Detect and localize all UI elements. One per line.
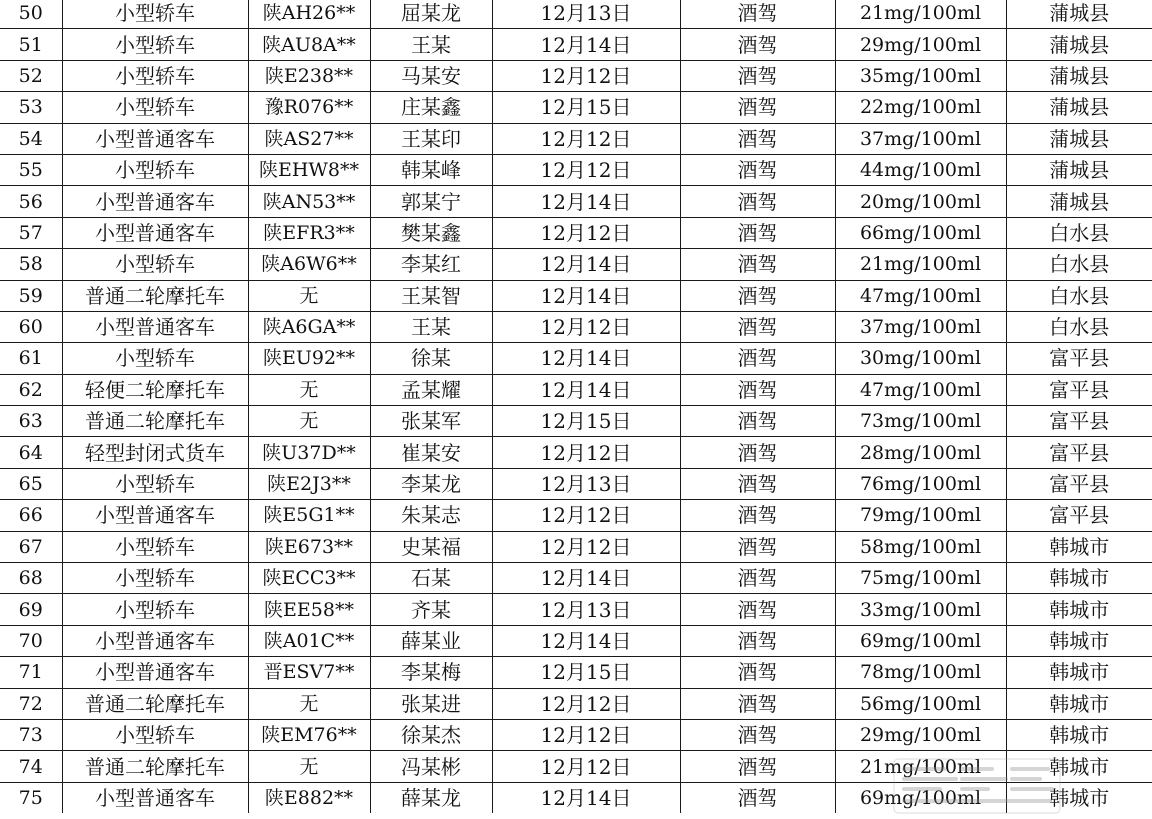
driver-name-cell: 马某安 [370, 60, 492, 91]
vehicle-type-cell: 小型轿车 [62, 531, 248, 562]
plate-number-cell: 陕A01C** [248, 625, 370, 656]
vehicle-type-cell: 小型轿车 [62, 343, 248, 374]
plate-number-cell: 无 [248, 280, 370, 311]
plate-number-cell: 陕E882** [248, 782, 370, 813]
county-cell: 韩城市 [1006, 751, 1152, 782]
driver-name-cell: 薛某业 [370, 625, 492, 656]
violation-date-cell: 12月15日 [492, 92, 680, 123]
plate-number-cell: 陕A6W6** [248, 249, 370, 280]
driver-name-cell: 李某龙 [370, 468, 492, 499]
plate-number-cell: 陕A6GA** [248, 311, 370, 342]
table-row [0, 782, 1152, 813]
table-row [0, 374, 1152, 405]
row-number-cell: 72 [0, 688, 62, 719]
violation-date-cell: 12月14日 [492, 249, 680, 280]
county-cell: 韩城市 [1006, 688, 1152, 719]
table-row [0, 311, 1152, 342]
row-number-cell: 69 [0, 594, 62, 625]
vehicle-type-cell: 小型轿车 [62, 594, 248, 625]
vehicle-type-cell: 小型轿车 [62, 154, 248, 185]
alcohol-level-cell: 56mg/100ml [835, 688, 1006, 719]
violation-date-cell: 12月12日 [492, 719, 680, 750]
driver-name-cell: 李某梅 [370, 657, 492, 688]
table-row [0, 625, 1152, 656]
table-row [0, 500, 1152, 531]
table-row [0, 594, 1152, 625]
row-number-cell: 70 [0, 625, 62, 656]
row-number-cell: 55 [0, 154, 62, 185]
plate-number-cell: 陕EM76** [248, 719, 370, 750]
plate-number-cell: 无 [248, 406, 370, 437]
county-cell: 韩城市 [1006, 782, 1152, 813]
violation-date-cell: 12月14日 [492, 782, 680, 813]
violation-date-cell: 12月15日 [492, 657, 680, 688]
plate-number-cell: 陕AS27** [248, 123, 370, 154]
county-cell: 韩城市 [1006, 719, 1152, 750]
violation-date-cell: 12月12日 [492, 531, 680, 562]
county-cell: 韩城市 [1006, 594, 1152, 625]
county-cell: 富平县 [1006, 374, 1152, 405]
vehicle-type-cell: 小型普通客车 [62, 657, 248, 688]
violation-type-cell: 酒驾 [680, 437, 835, 468]
alcohol-level-cell: 37mg/100ml [835, 123, 1006, 154]
table-row [0, 92, 1152, 123]
plate-number-cell: 无 [248, 374, 370, 405]
alcohol-level-cell: 35mg/100ml [835, 60, 1006, 91]
violation-date-cell: 12月12日 [492, 751, 680, 782]
driver-name-cell: 冯某彬 [370, 751, 492, 782]
alcohol-level-cell: 66mg/100ml [835, 217, 1006, 248]
alcohol-level-cell: 69mg/100ml [835, 625, 1006, 656]
vehicle-type-cell: 普通二轮摩托车 [62, 751, 248, 782]
alcohol-level-cell: 30mg/100ml [835, 343, 1006, 374]
vehicle-type-cell: 小型轿车 [62, 563, 248, 594]
violation-date-cell: 12月12日 [492, 123, 680, 154]
table-row [0, 406, 1152, 437]
vehicle-type-cell: 小型普通客车 [62, 625, 248, 656]
alcohol-level-cell: 73mg/100ml [835, 406, 1006, 437]
alcohol-level-cell: 22mg/100ml [835, 92, 1006, 123]
county-cell: 白水县 [1006, 217, 1152, 248]
row-number-cell: 74 [0, 751, 62, 782]
alcohol-level-cell: 21mg/100ml [835, 249, 1006, 280]
violation-type-cell: 酒驾 [680, 468, 835, 499]
plate-number-cell: 陕U37D** [248, 437, 370, 468]
violation-date-cell: 12月12日 [492, 437, 680, 468]
driver-name-cell: 徐某 [370, 343, 492, 374]
county-cell: 蒲城县 [1006, 92, 1152, 123]
violation-type-cell: 酒驾 [680, 657, 835, 688]
driver-name-cell: 王某 [370, 29, 492, 60]
alcohol-level-cell: 28mg/100ml [835, 437, 1006, 468]
violation-date-cell: 12月12日 [492, 217, 680, 248]
violation-date-cell: 12月13日 [492, 468, 680, 499]
violation-type-cell: 酒驾 [680, 123, 835, 154]
violation-date-cell: 12月12日 [492, 60, 680, 91]
row-number-cell: 57 [0, 217, 62, 248]
vehicle-type-cell: 小型轿车 [62, 249, 248, 280]
table-row [0, 343, 1152, 374]
row-number-cell: 61 [0, 343, 62, 374]
alcohol-level-cell: 20mg/100ml [835, 186, 1006, 217]
driver-name-cell: 王某智 [370, 280, 492, 311]
plate-number-cell: 陕AN53** [248, 186, 370, 217]
violation-date-cell: 12月14日 [492, 29, 680, 60]
county-cell: 韩城市 [1006, 531, 1152, 562]
county-cell: 富平县 [1006, 406, 1152, 437]
county-cell: 蒲城县 [1006, 154, 1152, 185]
row-number-cell: 64 [0, 437, 62, 468]
county-cell: 韩城市 [1006, 563, 1152, 594]
vehicle-type-cell: 普通二轮摩托车 [62, 406, 248, 437]
row-number-cell: 60 [0, 311, 62, 342]
vehicle-type-cell: 普通二轮摩托车 [62, 280, 248, 311]
row-number-cell: 65 [0, 468, 62, 499]
plate-number-cell: 陕E238** [248, 60, 370, 91]
alcohol-level-cell: 44mg/100ml [835, 154, 1006, 185]
vehicle-type-cell: 小型普通客车 [62, 500, 248, 531]
violation-type-cell: 酒驾 [680, 60, 835, 91]
table-row [0, 563, 1152, 594]
vehicle-type-cell: 小型普通客车 [62, 186, 248, 217]
row-number-cell: 54 [0, 123, 62, 154]
driver-name-cell: 韩某峰 [370, 154, 492, 185]
county-cell: 蒲城县 [1006, 29, 1152, 60]
driver-name-cell: 郭某宁 [370, 186, 492, 217]
violation-date-cell: 12月14日 [492, 374, 680, 405]
row-number-cell: 59 [0, 280, 62, 311]
alcohol-level-cell: 29mg/100ml [835, 29, 1006, 60]
table-row [0, 751, 1152, 782]
vehicle-type-cell: 小型轿车 [62, 92, 248, 123]
alcohol-level-cell: 78mg/100ml [835, 657, 1006, 688]
table-row [0, 531, 1152, 562]
row-number-cell: 62 [0, 374, 62, 405]
county-cell: 富平县 [1006, 437, 1152, 468]
county-cell: 白水县 [1006, 311, 1152, 342]
alcohol-level-cell: 37mg/100ml [835, 311, 1006, 342]
plate-number-cell: 陕E2J3** [248, 468, 370, 499]
violation-type-cell: 酒驾 [680, 751, 835, 782]
row-number-cell: 67 [0, 531, 62, 562]
table-row [0, 468, 1152, 499]
county-cell: 富平县 [1006, 500, 1152, 531]
county-cell: 蒲城县 [1006, 123, 1152, 154]
violation-date-cell: 12月14日 [492, 563, 680, 594]
violation-date-cell: 12月12日 [492, 500, 680, 531]
violation-type-cell: 酒驾 [680, 374, 835, 405]
driver-name-cell: 薛某龙 [370, 782, 492, 813]
violation-type-cell: 酒驾 [680, 531, 835, 562]
violation-date-cell: 12月14日 [492, 186, 680, 217]
county-cell: 蒲城县 [1006, 0, 1152, 29]
violation-type-cell: 酒驾 [680, 719, 835, 750]
vehicle-type-cell: 小型轿车 [62, 29, 248, 60]
driver-name-cell: 史某福 [370, 531, 492, 562]
violation-date-cell: 12月14日 [492, 625, 680, 656]
county-cell: 白水县 [1006, 280, 1152, 311]
vehicle-type-cell: 小型轿车 [62, 0, 248, 29]
violation-date-cell: 12月12日 [492, 688, 680, 719]
plate-number-cell: 豫R076** [248, 92, 370, 123]
plate-number-cell: 陕E673** [248, 531, 370, 562]
violation-date-cell: 12月12日 [492, 311, 680, 342]
vehicle-type-cell: 轻便二轮摩托车 [62, 374, 248, 405]
table-row [0, 688, 1152, 719]
violation-date-cell: 12月13日 [492, 594, 680, 625]
violation-date-cell: 12月14日 [492, 343, 680, 374]
driver-name-cell: 樊某鑫 [370, 217, 492, 248]
driver-name-cell: 王某印 [370, 123, 492, 154]
alcohol-level-cell: 69mg/100ml [835, 782, 1006, 813]
plate-number-cell: 陕E5G1** [248, 500, 370, 531]
table-row [0, 186, 1152, 217]
driver-name-cell: 张某军 [370, 406, 492, 437]
table-row [0, 154, 1152, 185]
row-number-cell: 63 [0, 406, 62, 437]
violation-type-cell: 酒驾 [680, 311, 835, 342]
violation-date-cell: 12月14日 [492, 280, 680, 311]
table-row [0, 60, 1152, 91]
table-row [0, 657, 1152, 688]
driver-name-cell: 徐某杰 [370, 719, 492, 750]
table-row [0, 719, 1152, 750]
vehicle-type-cell: 轻型封闭式货车 [62, 437, 248, 468]
county-cell: 白水县 [1006, 249, 1152, 280]
alcohol-level-cell: 75mg/100ml [835, 563, 1006, 594]
alcohol-level-cell: 21mg/100ml [835, 0, 1006, 29]
alcohol-level-cell: 47mg/100ml [835, 280, 1006, 311]
plate-number-cell: 晋ESV7** [248, 657, 370, 688]
driver-name-cell: 石某 [370, 563, 492, 594]
county-cell: 富平县 [1006, 468, 1152, 499]
row-number-cell: 71 [0, 657, 62, 688]
vehicle-type-cell: 小型轿车 [62, 719, 248, 750]
alcohol-level-cell: 21mg/100ml [835, 751, 1006, 782]
driver-name-cell: 王某 [370, 311, 492, 342]
row-number-cell: 73 [0, 719, 62, 750]
plate-number-cell: 陕EFR3** [248, 217, 370, 248]
county-cell: 韩城市 [1006, 657, 1152, 688]
row-number-cell: 51 [0, 29, 62, 60]
violation-type-cell: 酒驾 [680, 782, 835, 813]
violation-type-cell: 酒驾 [680, 154, 835, 185]
violation-type-cell: 酒驾 [680, 594, 835, 625]
plate-number-cell: 陕AH26** [248, 0, 370, 29]
violation-type-cell: 酒驾 [680, 563, 835, 594]
row-number-cell: 56 [0, 186, 62, 217]
vehicle-type-cell: 小型普通客车 [62, 782, 248, 813]
violation-type-cell: 酒驾 [680, 186, 835, 217]
table-row [0, 0, 1152, 29]
alcohol-level-cell: 33mg/100ml [835, 594, 1006, 625]
violation-type-cell: 酒驾 [680, 500, 835, 531]
driver-name-cell: 张某进 [370, 688, 492, 719]
row-number-cell: 66 [0, 500, 62, 531]
driver-name-cell: 屈某龙 [370, 0, 492, 29]
violation-type-cell: 酒驾 [680, 688, 835, 719]
driver-name-cell: 朱某志 [370, 500, 492, 531]
row-number-cell: 53 [0, 92, 62, 123]
table-row [0, 437, 1152, 468]
vehicle-type-cell: 小型轿车 [62, 60, 248, 91]
vehicle-type-cell: 小型普通客车 [62, 217, 248, 248]
row-number-cell: 68 [0, 563, 62, 594]
vehicle-type-cell: 小型普通客车 [62, 311, 248, 342]
violation-type-cell: 酒驾 [680, 0, 835, 29]
table-row [0, 123, 1152, 154]
alcohol-level-cell: 58mg/100ml [835, 531, 1006, 562]
violation-type-cell: 酒驾 [680, 280, 835, 311]
row-number-cell: 58 [0, 249, 62, 280]
plate-number-cell: 陕EU92** [248, 343, 370, 374]
violation-type-cell: 酒驾 [680, 29, 835, 60]
alcohol-level-cell: 76mg/100ml [835, 468, 1006, 499]
driver-name-cell: 齐某 [370, 594, 492, 625]
row-number-cell: 50 [0, 0, 62, 29]
violation-type-cell: 酒驾 [680, 217, 835, 248]
county-cell: 蒲城县 [1006, 60, 1152, 91]
table-row [0, 280, 1152, 311]
vehicle-type-cell: 小型普通客车 [62, 123, 248, 154]
violation-type-cell: 酒驾 [680, 343, 835, 374]
driver-name-cell: 庄某鑫 [370, 92, 492, 123]
table-row [0, 29, 1152, 60]
row-number-cell: 52 [0, 60, 62, 91]
violation-type-cell: 酒驾 [680, 249, 835, 280]
violation-date-cell: 12月15日 [492, 406, 680, 437]
plate-number-cell: 陕ECC3** [248, 563, 370, 594]
violation-date-cell: 12月12日 [492, 154, 680, 185]
plate-number-cell: 陕EHW8** [248, 154, 370, 185]
violation-date-cell: 12月13日 [492, 0, 680, 29]
alcohol-level-cell: 47mg/100ml [835, 374, 1006, 405]
plate-number-cell: 陕AU8A** [248, 29, 370, 60]
violation-type-cell: 酒驾 [680, 625, 835, 656]
county-cell: 韩城市 [1006, 625, 1152, 656]
violation-type-cell: 酒驾 [680, 406, 835, 437]
driver-name-cell: 崔某安 [370, 437, 492, 468]
alcohol-level-cell: 79mg/100ml [835, 500, 1006, 531]
plate-number-cell: 无 [248, 688, 370, 719]
county-cell: 蒲城县 [1006, 186, 1152, 217]
violation-type-cell: 酒驾 [680, 92, 835, 123]
driver-name-cell: 孟某耀 [370, 374, 492, 405]
vehicle-type-cell: 普通二轮摩托车 [62, 688, 248, 719]
driver-name-cell: 李某红 [370, 249, 492, 280]
table-row [0, 217, 1152, 248]
row-number-cell: 75 [0, 782, 62, 813]
table-row [0, 249, 1152, 280]
county-cell: 富平县 [1006, 343, 1152, 374]
plate-number-cell: 无 [248, 751, 370, 782]
alcohol-level-cell: 29mg/100ml [835, 719, 1006, 750]
plate-number-cell: 陕EE58** [248, 594, 370, 625]
vehicle-type-cell: 小型轿车 [62, 468, 248, 499]
